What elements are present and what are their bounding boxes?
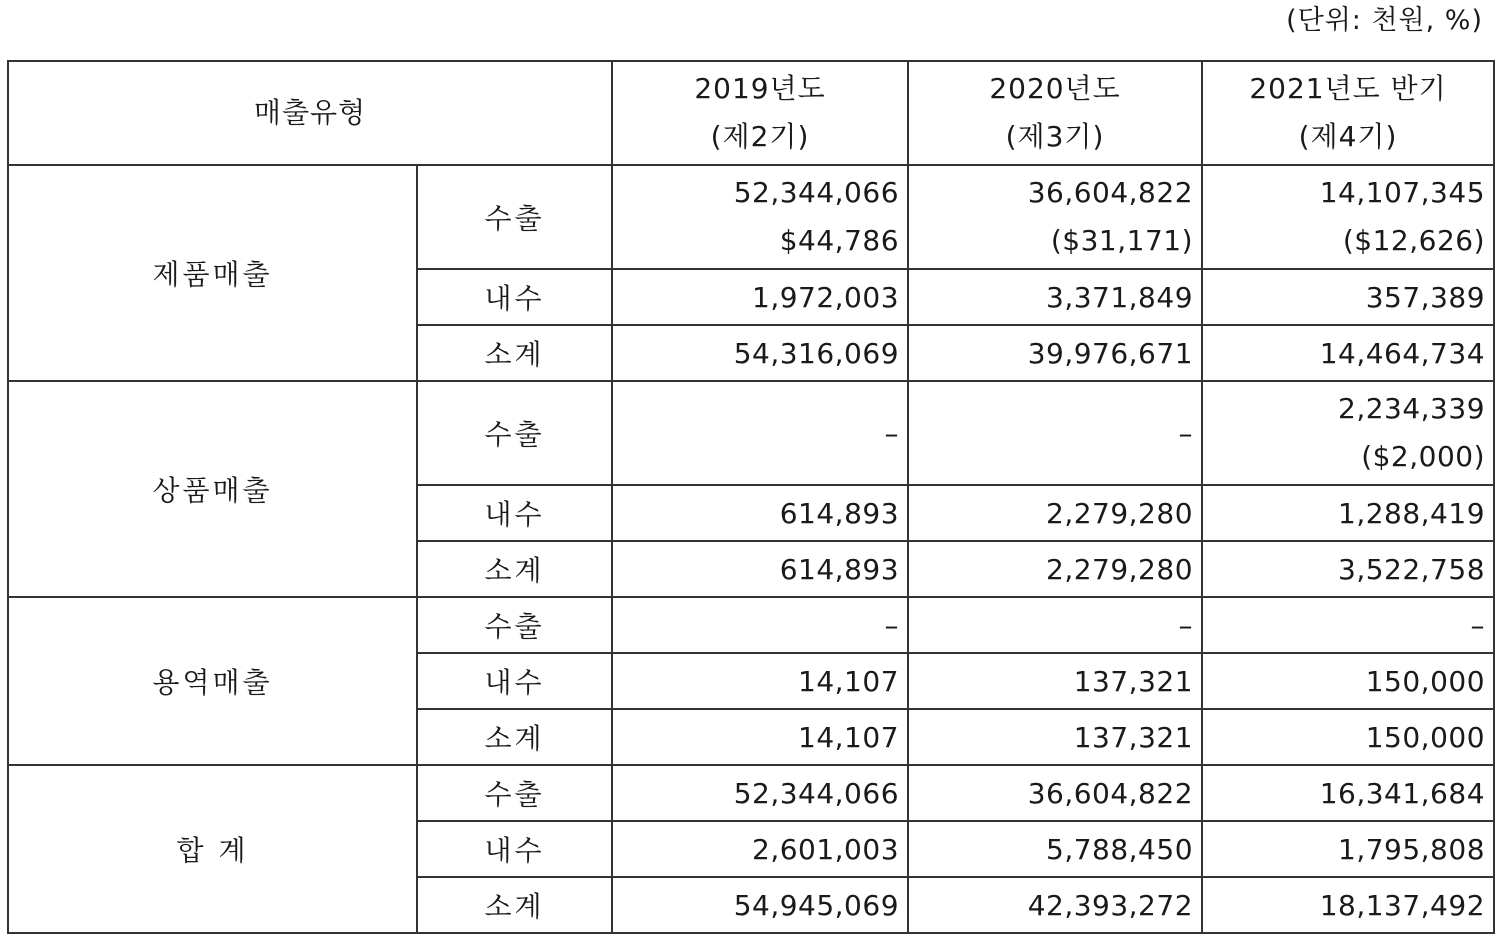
value-cell: 357,389 [1202, 269, 1494, 325]
value-cell: 1,972,003 [612, 269, 908, 325]
value-cell [1202, 165, 1494, 269]
usd-note: ($31,171) [1050, 224, 1194, 257]
value-cell: 54,316,069 [612, 325, 908, 381]
period-term: (제4기) [1298, 120, 1398, 153]
table-header [8, 61, 1494, 165]
value: 14,107,345 [1319, 176, 1486, 209]
sales-table [7, 60, 1495, 934]
value-cell: – [612, 597, 908, 653]
value-cell: 14,107 [612, 709, 908, 765]
usd-note: ($12,626) [1342, 224, 1486, 257]
period-year: 2021년도 반기 [1249, 72, 1447, 105]
value-cell: 52,344,066 [612, 765, 908, 821]
row-label: 내수 [417, 821, 612, 877]
period-term: (제3기) [1005, 120, 1105, 153]
row-label: 소계 [417, 541, 612, 597]
row-label: 수출 [417, 765, 612, 821]
value-cell: 5,788,450 [908, 821, 1202, 877]
table-row [8, 381, 1494, 485]
table-row [8, 597, 1494, 653]
period-header-2019 [612, 61, 908, 165]
value-cell: – [908, 381, 1202, 485]
row-label: 내수 [417, 269, 612, 325]
value-cell: – [612, 381, 908, 485]
value-cell: 614,893 [612, 541, 908, 597]
row-label: 수출 [417, 165, 612, 269]
row-label: 내수 [417, 485, 612, 541]
period-term: (제2기) [710, 120, 810, 153]
value-cell: 137,321 [908, 653, 1202, 709]
value-cell: 39,976,671 [908, 325, 1202, 381]
period-year: 2019년도 [694, 72, 826, 105]
value-cell: 18,137,492 [1202, 877, 1494, 933]
category-service-sales: 용역매출 [8, 597, 417, 765]
usd-note: $44,786 [779, 224, 900, 257]
value-cell: 2,601,003 [612, 821, 908, 877]
row-label: 수출 [417, 381, 612, 485]
value-cell: 137,321 [908, 709, 1202, 765]
table-body [8, 165, 1494, 933]
table-row [8, 165, 1494, 269]
value-cell: – [1202, 597, 1494, 653]
value-cell: 42,393,272 [908, 877, 1202, 933]
period-header-2020 [908, 61, 1202, 165]
value-cell: 614,893 [612, 485, 908, 541]
value: 52,344,066 [733, 176, 900, 209]
row-label: 수출 [417, 597, 612, 653]
row-label: 소계 [417, 709, 612, 765]
category-merchandise-sales: 상품매출 [8, 381, 417, 597]
row-label: 소계 [417, 877, 612, 933]
value: 36,604,822 [1027, 176, 1194, 209]
value-cell: 150,000 [1202, 653, 1494, 709]
period-header-2021-half [1202, 61, 1494, 165]
header-row [8, 61, 1494, 165]
value-cell [612, 165, 908, 269]
unit-note: (단위: 천원, %) [1286, 5, 1483, 36]
table-row [8, 765, 1494, 821]
value-cell [1202, 381, 1494, 485]
value-cell: 1,795,808 [1202, 821, 1494, 877]
value-cell: 2,279,280 [908, 541, 1202, 597]
usd-note: ($2,000) [1361, 440, 1486, 473]
value-cell: 3,371,849 [908, 269, 1202, 325]
period-year: 2020년도 [989, 72, 1121, 105]
value-cell: – [908, 597, 1202, 653]
value-cell: 16,341,684 [1202, 765, 1494, 821]
value-cell: 36,604,822 [908, 765, 1202, 821]
category-product-sales: 제품매출 [8, 165, 417, 381]
value-cell: 3,522,758 [1202, 541, 1494, 597]
value-cell: 1,288,419 [1202, 485, 1494, 541]
value-cell: 2,279,280 [908, 485, 1202, 541]
category-total: 합 계 [8, 765, 417, 933]
sales-type-header: 매출유형 [8, 61, 612, 165]
row-label: 내수 [417, 653, 612, 709]
value-cell: 150,000 [1202, 709, 1494, 765]
value-cell [908, 165, 1202, 269]
value-cell: 14,464,734 [1202, 325, 1494, 381]
value-cell: 14,107 [612, 653, 908, 709]
row-label: 소계 [417, 325, 612, 381]
value: 2,234,339 [1338, 392, 1486, 425]
value-cell: 54,945,069 [612, 877, 908, 933]
